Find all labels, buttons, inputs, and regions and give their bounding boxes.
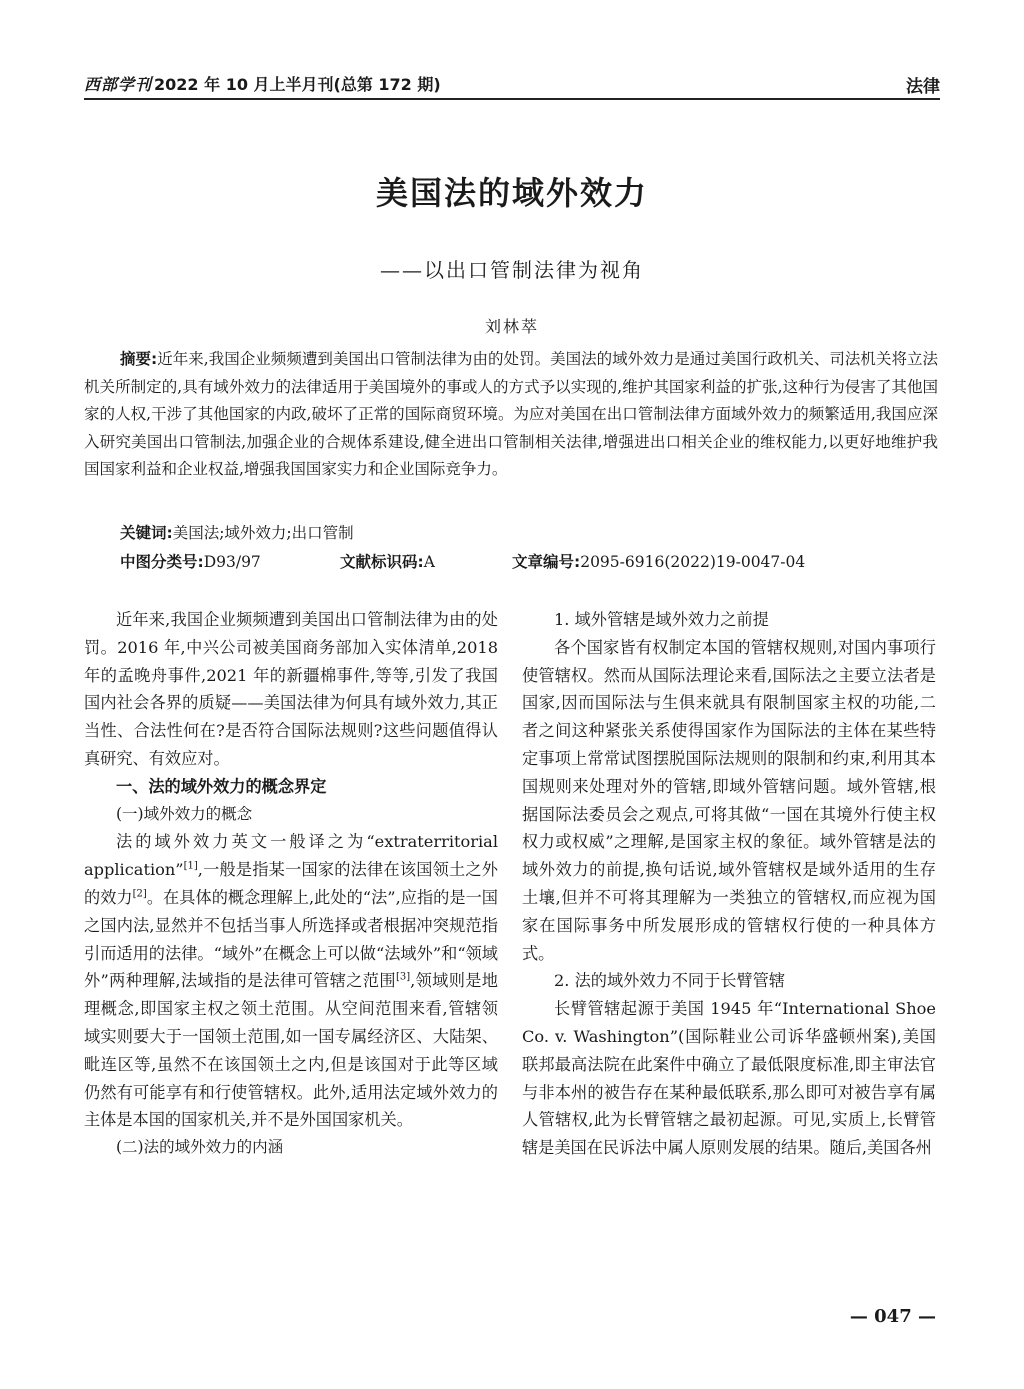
abstract-text: 近年来,我国企业频频遭到美国出口管制法律为由的处罚。美国法的域外效力是通过美国行政机关、司法机关将立法机关所制定的,具有域外效力的法律适用于美国境外的事或人的方式予以实现的,维护其国家利益的扩张,这种行为侵害了其他国家的人权,干涉了其他国家的内政,破坏了正常的国际商贸环境。为应对美国在出口管制法律方面域外效力的频繁适用,我国应深入研究美国出口管制法,加强企业的合规体系建设,健全进出口管制相关法律,增强进出口相关企业的维权能力,以更好地维护我国国家利益和企业权益,增强我国国家实力和企业国际竞争力。 [84, 350, 938, 478]
journal-info [84, 72, 441, 95]
citation-ref: [1] [183, 860, 198, 872]
paragraph: 长臂管辖起源于美国 1945 年“International Shoe Co. v. Washington”(国际鞋业公司诉华盛顿州案),美国联邦最高法院在此案件中确立了最低限度标准,即主审法官与非本州的被告存在某种最低联系,那么即可对被告享有属人管辖权,此为长臂管辖之最初起源。可见,实质上,长臂管辖是美国在民诉法中属人原则发展的结果。随后,美国各州 [522, 999, 936, 1158]
clc-value: D93/97 [203, 553, 261, 571]
section-heading-1: 一、法的域外效力的概念界定 [116, 776, 327, 796]
article-number-label: 文章编号: [512, 553, 581, 571]
citation-ref: [2] [132, 888, 147, 900]
journal-issue: 2022 年 10 月上半月刊(总第 172 期) [154, 75, 441, 94]
keywords-text: 美国法;域外效力;出口管制 [172, 524, 354, 542]
subsection-heading: (一)域外效力的概念 [116, 804, 253, 823]
numbered-heading: 1. 域外管辖是域外效力之前提 [554, 610, 769, 629]
abstract-block [84, 346, 938, 484]
page-number: — 047 — [849, 1306, 936, 1327]
keywords-label: 关键词: [120, 524, 173, 542]
citation-ref: [3] [395, 971, 411, 983]
article-number-value: 2095-6916(2022)19-0047-04 [580, 553, 806, 571]
author-name: 刘林萃 [484, 317, 539, 336]
numbered-heading: 2. 法的域外效力不同于长臂管辖 [554, 971, 786, 991]
paragraph: 各个国家皆有权制定本国的管辖权规则,对国内事项行使管辖权。然而从国际法理论来看,国际法之主要立法者是国家,因而国际法与生俱来就具有限制国家主权的功能,二者之间这种紧张关系使得国家作为国际法的主体在某些特定事项上常常试图摆脱国际法规则的限制和约束,利用其本国规则来处理对外的管辖,即域外管辖问题。域外管辖,根据国际法委员会之观点,可将其做“一国在其境外行使主权权力或权威”之理解,是国家主权的象征。域外管辖是法的域外效力的前提,换句话说,域外管辖权是域外适用的生存土壤,但并不可将其理解为一类独立的管辖权,而应视为国家在国际事务中所发展形成的管辖权行使的一种具体方式。 [522, 637, 936, 963]
subsection-heading: (二)法的域外效力的内涵 [116, 1138, 284, 1157]
paragraph: 近年来,我国企业频频遭到美国出口管制法律为由的处罚。2016 年,中兴公司被美国商务部加入实体清单,2018 年的孟晚舟事件,2021 年的新疆棉事件,等等,引发了我国国内社会各界的质疑——美国法律为何具有域外效力,其正当性、合法性何在?是否符合国际法规则?这些问题值得认真研究、有效应对。 [84, 610, 498, 768]
article-title: 美国法的域外效力 [375, 174, 648, 212]
clc-label: 中图分类号: [120, 553, 204, 571]
right-column [522, 606, 936, 1162]
journal-logo: 西部学刊 [84, 75, 153, 94]
paragraph: 法的域外效力英文一般译之为“extraterritorial application”[1],一般是指某一国家的法律在该国领土之外的效力[2]。在具体的概念理解上,此处的“法”,应指的是一国之国内法,显然并不包括当事人所选择或者根据冲突规范指引而适用的法律。“域外”在概念上可以做“法域外”和“领域外”两种理解,法域指的是法律可管辖之范围[3],领域则是地理概念,即国家主权之领土范围。从空间范围来看,管辖领域实则要大于一国领土范围,如一国专属经济区、大陆架、毗连区等,虽然不在该国领土之内,但是该国对于此等区域仍然有可能享有和行使管辖权。此外,适用法定域外效力的主体是本国的国家机关,并不是外国国家机关。 [84, 832, 498, 1130]
running-header [84, 68, 940, 100]
doc-code-label: 文献标识码: [340, 553, 424, 571]
section-label: 法律 [906, 77, 940, 97]
left-column [84, 606, 498, 1162]
abstract [84, 346, 938, 484]
article-subtitle: ——以出口管制法律为视角 [380, 258, 644, 282]
doc-code-value: A [423, 553, 435, 571]
abstract-label: 摘要: [120, 350, 158, 368]
